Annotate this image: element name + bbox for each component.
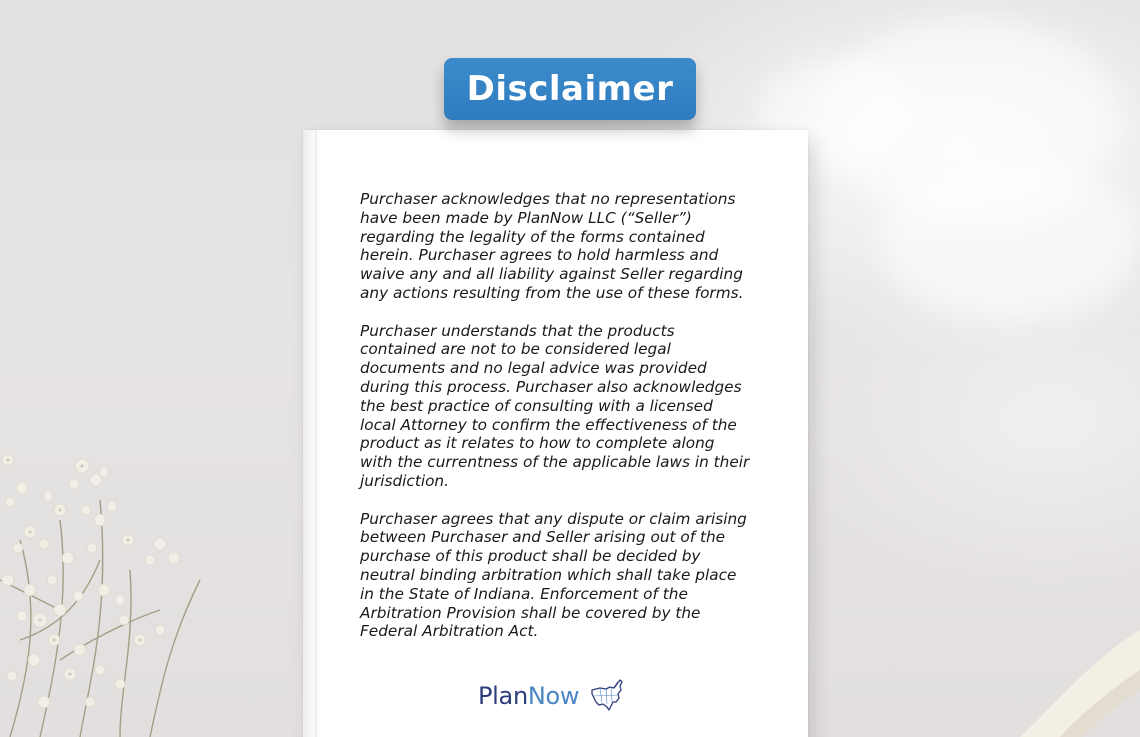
logo-wordmark xyxy=(478,682,579,710)
paragraph: Purchaser understands that the products contained are not to be considered legal documents and no legal advice was provided during this process. Purchaser also acknowledges the best practice of consulting with a licensed local Attorney to confirm the effectiveness of the product as it relates to how to complete along with the currentness of the applicable laws in their jurisdiction. xyxy=(360,321,750,490)
paragraph: Purchaser acknowledges that no representations have been made by PlanNow LLC (“Seller”) regarding the legality of the forms contained herein. Purchaser agrees to hold harmless and waive any and all liability against Seller regarding any actions resulting from the use of these forms. xyxy=(360,190,744,302)
disclaimer-text xyxy=(360,190,780,660)
logo-plan-text: Plan xyxy=(478,682,528,710)
title-badge xyxy=(444,58,696,120)
usa-map-icon xyxy=(590,676,624,716)
cloud-decoration xyxy=(880,160,1140,320)
logo-now-text: Now xyxy=(527,682,580,710)
flowers-decoration xyxy=(0,440,220,737)
page-title: Disclaimer xyxy=(466,69,674,109)
plannow-logo xyxy=(478,676,628,720)
paragraph: Purchaser agrees that any dispute or claim arising between Purchaser and Seller arising out of the purchase of this product shall be decided by neutral binding arbitration which shall take place in the State of Indiana. Enforcement of the Arbitration Provision shall be covered by the Federal Arbitration Act. xyxy=(360,509,747,641)
ribbon-decoration xyxy=(1000,600,1140,737)
